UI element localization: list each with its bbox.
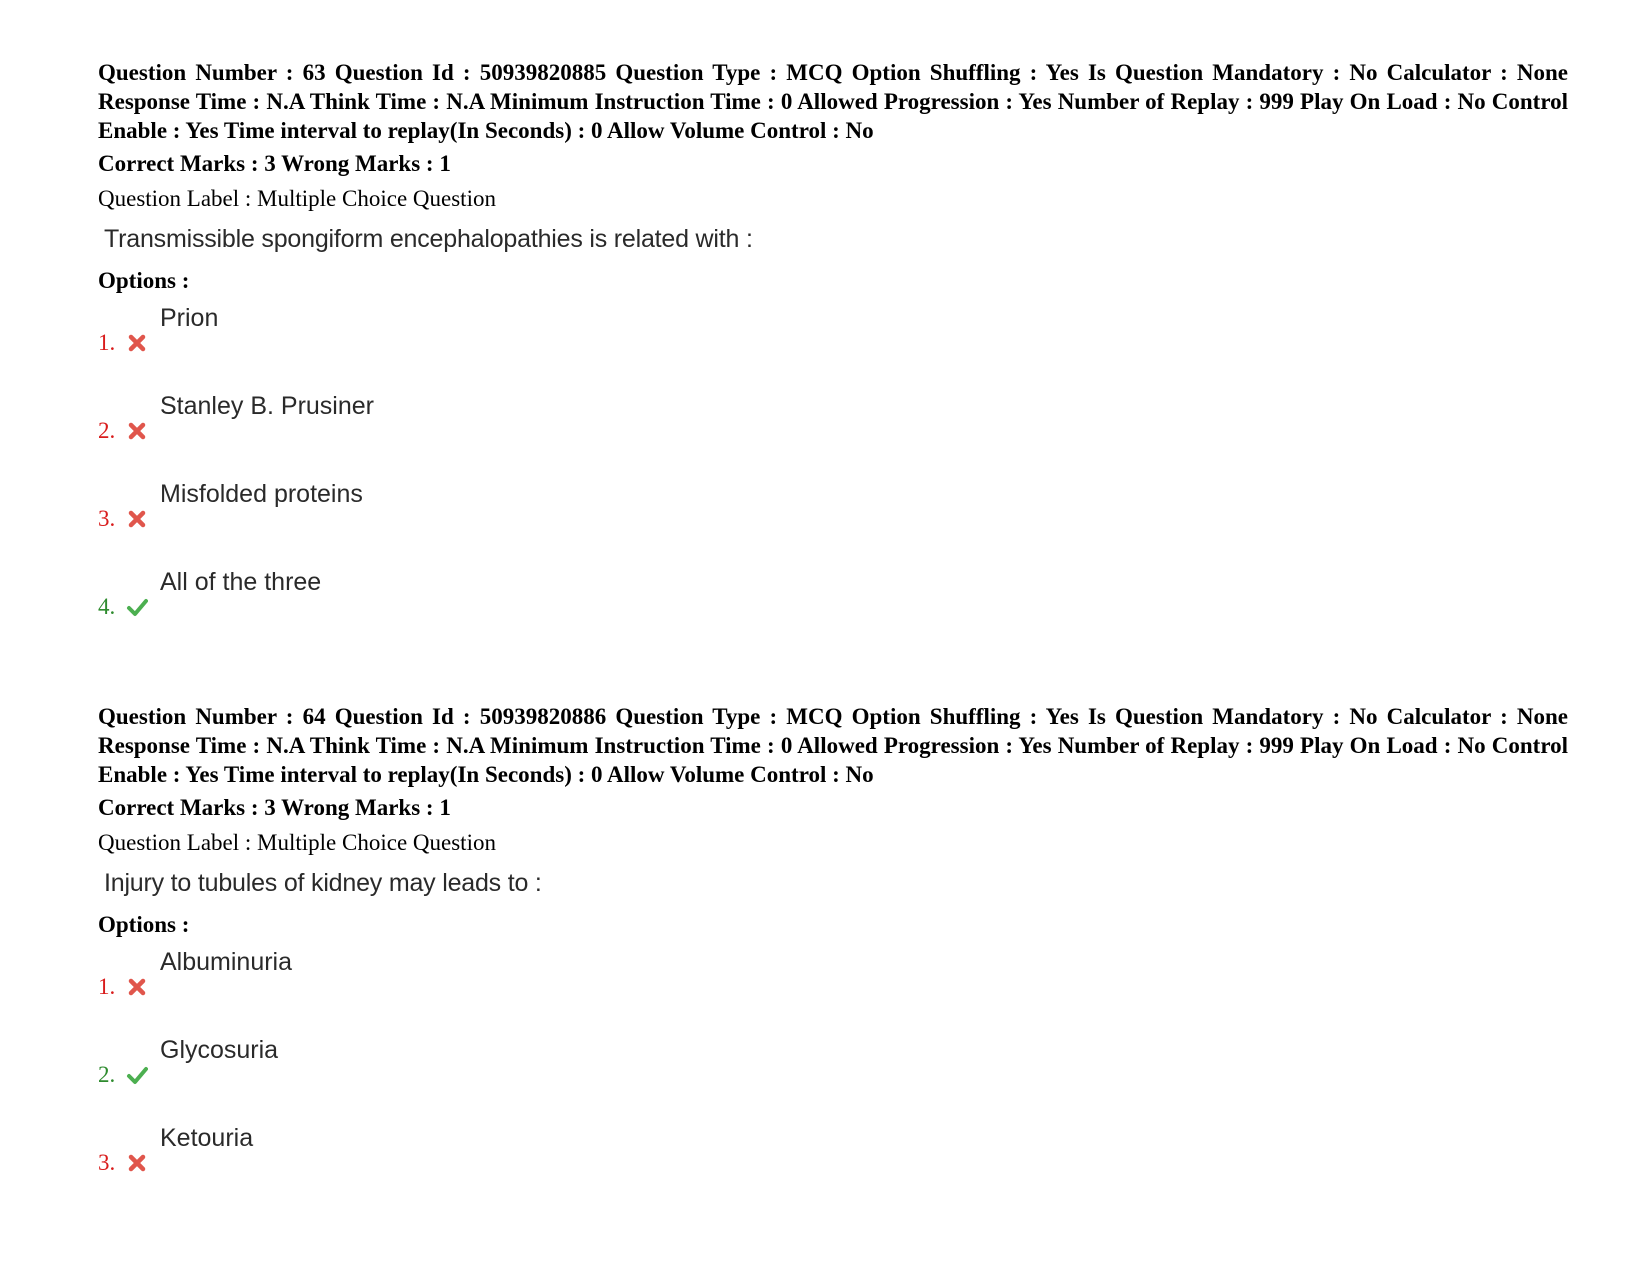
option-item [98, 294, 1568, 382]
option-number: 1. [98, 330, 116, 355]
option-text: Glycosuria [160, 1036, 279, 1064]
check-icon [126, 1064, 148, 1086]
option-item [98, 382, 1568, 470]
option-number: 2. [98, 418, 116, 443]
option-item [98, 938, 1568, 1026]
question-meta: Question Number : 63 Question Id : 50939820885 Question Type : MCQ Option Shuffling : Yes Is Question Mandatory : No Calculator : None Response Time : N.A Think Time : N.A Minimum Instruction Time : 0 Allowed Progression : Yes Number of Replay : 999 Play On Load : No Control Enable : Yes Time interval to replay(In Seconds) : 0 Allow Volume Control : No [98, 60, 1568, 143]
options-list [98, 294, 1568, 646]
question-label: Question Label : Multiple Choice Question [98, 830, 496, 855]
option-item [98, 558, 1568, 646]
cross-icon [126, 976, 148, 998]
question-block-64 [98, 702, 1568, 1202]
options-heading: Options : [98, 268, 190, 293]
cross-icon [126, 1152, 148, 1174]
options-heading: Options : [98, 912, 190, 937]
option-text: All of the three [160, 568, 322, 596]
option-number: 1. [98, 974, 116, 999]
question-block-63 [98, 58, 1568, 646]
question-label: Question Label : Multiple Choice Question [98, 186, 496, 211]
option-text: Ketouria [160, 1124, 254, 1152]
question-marks: Correct Marks : 3 Wrong Marks : 1 [98, 795, 451, 820]
option-item [98, 1026, 1568, 1114]
option-item [98, 1114, 1568, 1202]
option-number: 4. [98, 594, 116, 619]
option-text: Stanley B. Prusiner [160, 392, 374, 420]
option-number: 3. [98, 506, 116, 531]
question-stem: Injury to tubules of kidney may leads to : [104, 869, 542, 897]
option-item [98, 470, 1568, 558]
option-text: Misfolded proteins [160, 480, 363, 508]
cross-icon [126, 508, 148, 530]
cross-icon [126, 332, 148, 354]
question-marks: Correct Marks : 3 Wrong Marks : 1 [98, 151, 451, 176]
option-number: 3. [98, 1150, 116, 1175]
option-number: 2. [98, 1062, 116, 1087]
option-text: Albuminuria [160, 948, 293, 976]
question-stem: Transmissible spongiform encephalopathies is related with : [104, 225, 753, 253]
question-meta: Question Number : 64 Question Id : 50939820886 Question Type : MCQ Option Shuffling : Yes Is Question Mandatory : No Calculator : None Response Time : N.A Think Time : N.A Minimum Instruction Time : 0 Allowed Progression : Yes Number of Replay : 999 Play On Load : No Control Enable : Yes Time interval to replay(In Seconds) : 0 Allow Volume Control : No [98, 704, 1568, 787]
check-icon [126, 596, 148, 618]
option-text: Prion [160, 304, 219, 332]
options-list [98, 938, 1568, 1202]
cross-icon [126, 420, 148, 442]
